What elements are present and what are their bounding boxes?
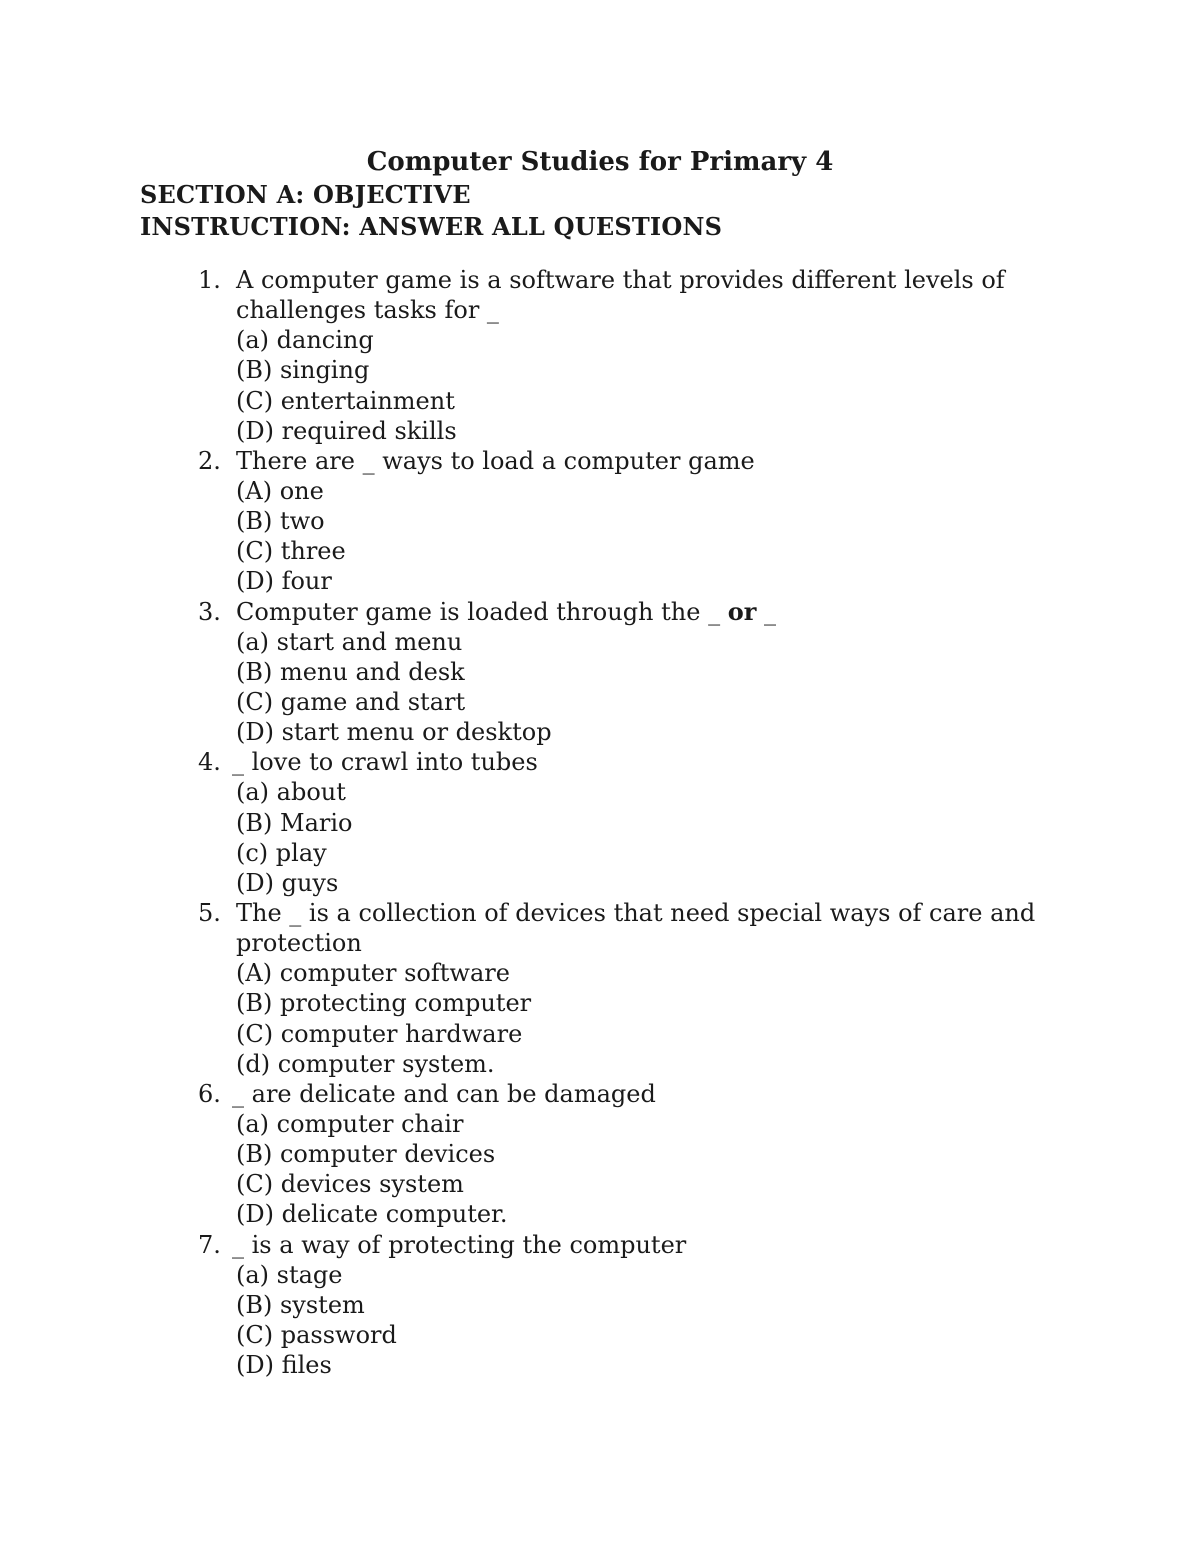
question-number: 1. [198,266,221,294]
question-text-start: Computer game is loaded through the _ [236,597,728,626]
question-text: There are _ ways to load a computer game [236,446,755,475]
option-a: (a) start and menu [236,627,463,656]
question-number: 6. [198,1079,221,1108]
option-d: (D) required skills [236,416,457,445]
option-a: (A) one [236,476,324,505]
option-b: (B) Mario [236,808,353,837]
question-number: 3. [198,597,221,626]
option-c: (C) three [236,537,346,566]
option-c: (C) computer hardware [236,1019,523,1048]
question-2 [0,446,1200,597]
option-b: (B) singing [236,356,370,385]
question-text: The _ is a collection of devices that need special ways of care and [236,898,1036,927]
question-1 [0,265,1200,446]
option-a: (a) dancing [236,326,374,355]
question-5 [0,898,1200,1079]
option-b: (B) menu and desk [236,657,465,686]
option-a: (a) stage [236,1260,343,1289]
question-4 [0,747,1200,898]
question-text: A computer game is a software that provides different levels of [236,266,1005,294]
question-number: 2. [198,446,221,475]
option-a: (a) computer chair [236,1109,464,1138]
instruction-heading: INSTRUCTION: ANSWER ALL QUESTIONS [140,212,723,241]
option-d: (d) computer system. [236,1049,495,1078]
question-number: 4. [198,748,221,777]
option-b: (B) protecting computer [236,989,532,1018]
option-c: (C) game and start [236,687,466,716]
option-d: (D) four [236,567,332,596]
option-b: (B) system [236,1290,365,1319]
option-b: (B) two [236,507,325,536]
question-number: 7. [198,1230,221,1259]
document-title: Computer Studies for Primary 4 [366,147,834,177]
option-c: (c) play [236,838,327,867]
question-3 [0,597,1200,748]
option-b: (B) computer devices [236,1140,496,1169]
question-text-bold: or [727,596,757,626]
question-7 [0,1230,1200,1381]
question-text-end: _ [756,597,777,626]
option-c: (C) entertainment [236,386,455,415]
option-d: (D) start menu or desktop [236,718,552,747]
option-c: (C) password [236,1320,397,1349]
question-text: _ love to crawl into tubes [232,748,538,777]
question-text [236,597,776,627]
question-6 [0,1079,1200,1230]
option-c: (C) devices system [236,1170,464,1199]
option-a: (a) about [236,778,346,807]
question-text: _ are delicate and can be damaged [232,1079,656,1108]
option-d: (D) guys [236,868,339,897]
question-list [0,265,1200,1380]
question-number: 5. [198,898,221,927]
option-d: (D) delicate computer. [236,1200,508,1229]
question-text: _ is a way of protecting the computer [232,1230,687,1259]
question-text-continued: challenges tasks for _ [236,296,499,325]
section-heading: SECTION A: OBJECTIVE [140,180,471,209]
option-a: (A) computer software [236,959,510,988]
question-text-continued: protection [236,929,362,958]
option-d: (D) files [236,1351,332,1380]
